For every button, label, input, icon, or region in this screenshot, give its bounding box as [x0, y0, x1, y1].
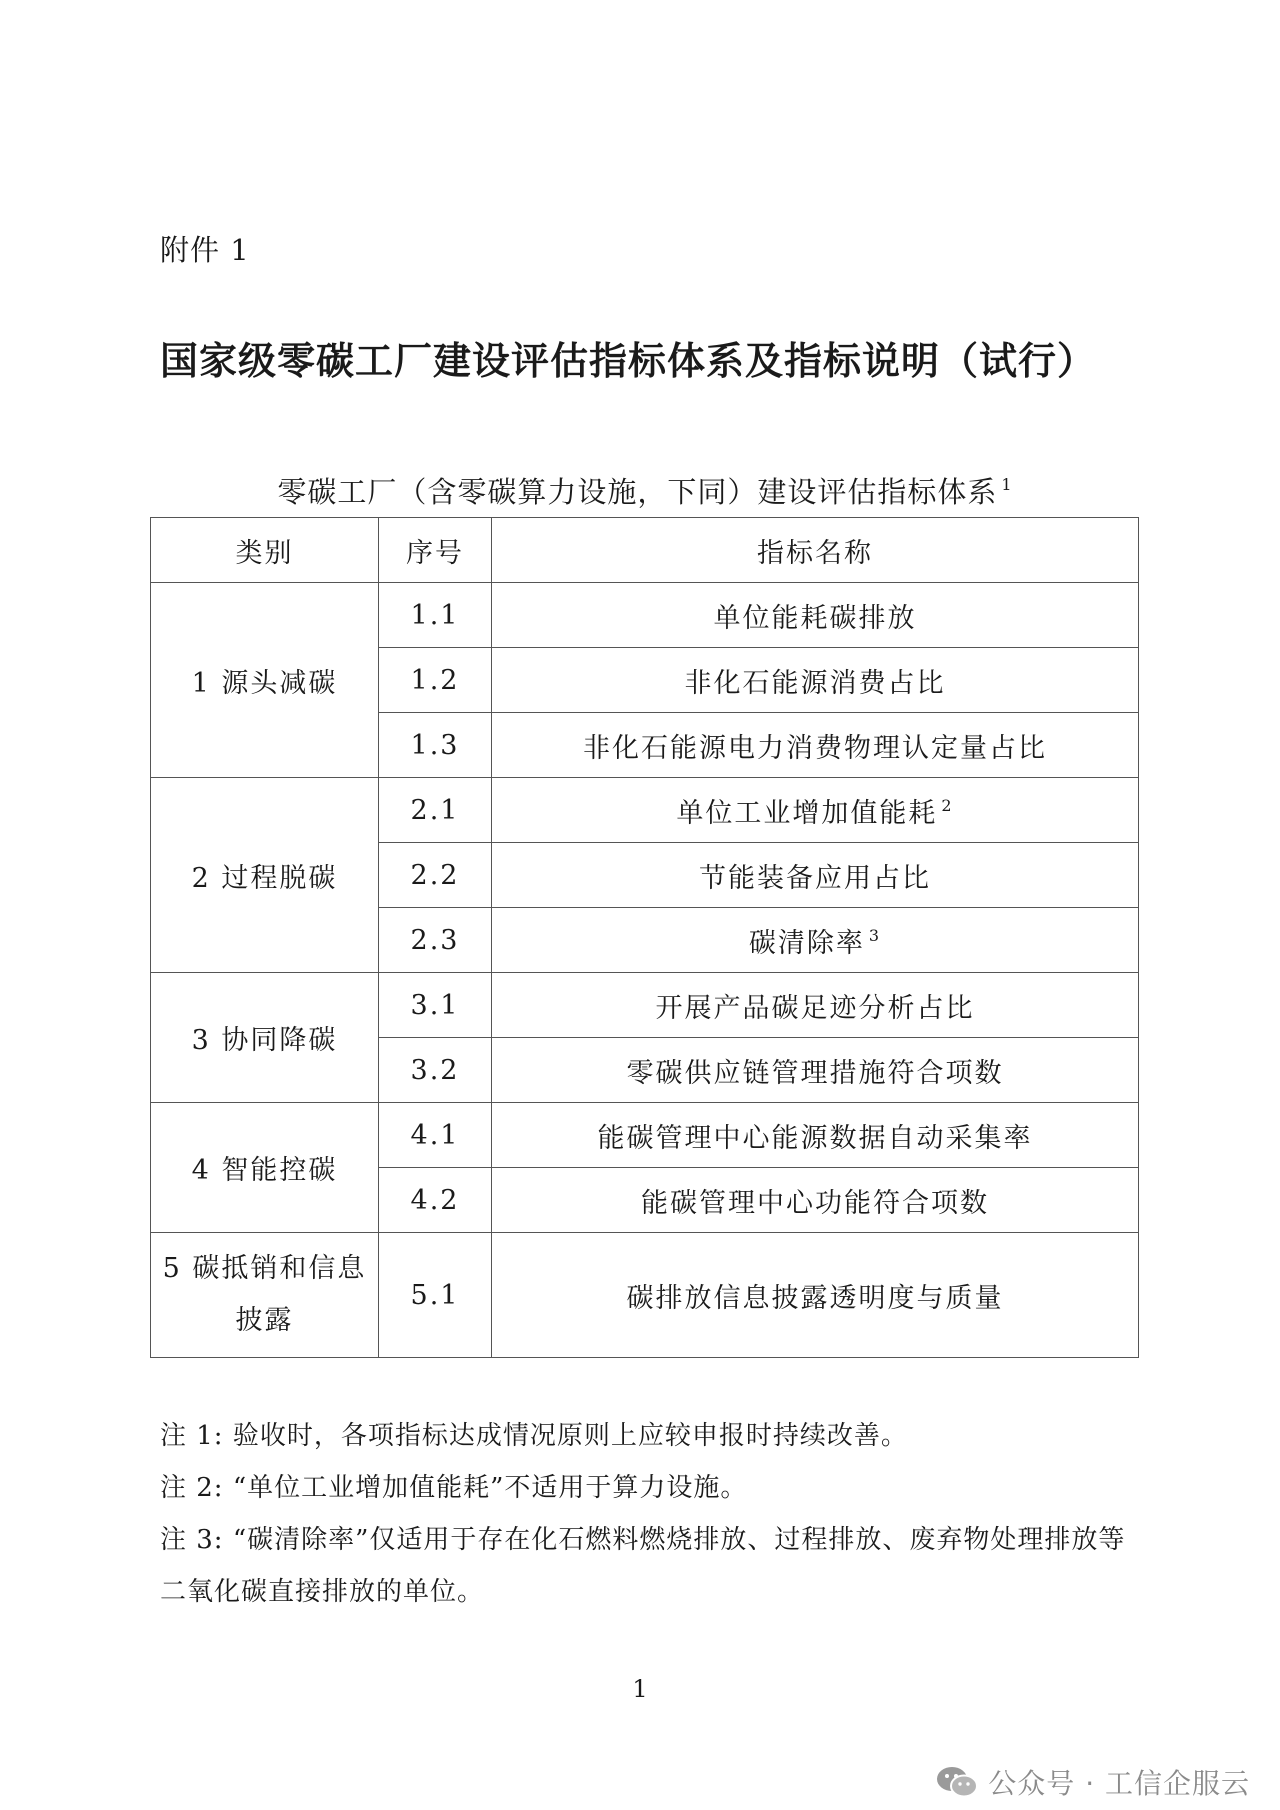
note-2: 注 2: “单位工业增加值能耗”不适用于算力设施。	[160, 1473, 748, 1503]
indicator-name-cell	[492, 1038, 1139, 1103]
table-row	[151, 1103, 1139, 1168]
indicator-name-cell	[492, 908, 1139, 973]
indicator-number: 1.1	[379, 583, 492, 648]
indicator-name-cell	[492, 973, 1139, 1038]
indicator-name: 非化石能源电力消费物理认定量占比	[583, 732, 1047, 764]
indicator-name-cell	[492, 648, 1139, 713]
footnote-ref: 3	[868, 925, 882, 945]
note-1: 注 1: 验收时，各项指标达成情况原则上应较申报时持续改善。	[160, 1421, 908, 1451]
table-title-footnote-ref: 1	[1001, 475, 1013, 494]
indicator-name: 非化石能源消费占比	[684, 667, 946, 699]
indicator-name-cell	[492, 778, 1139, 843]
indicator-number: 5.1	[379, 1233, 492, 1358]
table-title-text: 零碳工厂（含零碳算力设施，下同）建设评估指标体系	[277, 475, 998, 509]
indicator-name: 零碳供应链管理措施符合项数	[626, 1057, 1004, 1089]
indicator-number: 1.2	[379, 648, 492, 713]
indicator-number: 3.1	[379, 973, 492, 1038]
indicator-name: 能碳管理中心能源数据自动采集率	[597, 1122, 1033, 1154]
category-cell: 4 智能控碳	[151, 1103, 379, 1233]
indicator-name: 碳排放信息披露透明度与质量	[626, 1282, 1004, 1314]
table-title	[150, 470, 1140, 511]
watermark	[936, 1762, 1250, 1802]
indicator-name-cell	[492, 713, 1139, 778]
indicator-number: 4.1	[379, 1103, 492, 1168]
indicator-number: 3.2	[379, 1038, 492, 1103]
indicator-number: 2.3	[379, 908, 492, 973]
table-row	[151, 583, 1139, 648]
indicator-name-cell	[492, 1168, 1139, 1233]
indicator-name: 节能装备应用占比	[699, 862, 931, 894]
indicator-name: 能碳管理中心功能符合项数	[641, 1187, 989, 1219]
indicator-name: 单位工业增加值能耗	[676, 797, 938, 829]
category-cell: 5 碳抵销和信息披露	[151, 1233, 379, 1358]
indicator-name: 单位能耗碳排放	[713, 602, 917, 634]
category-cell: 2 过程脱碳	[151, 778, 379, 973]
category-cell: 3 协同降碳	[151, 973, 379, 1103]
indicator-name-cell	[492, 1103, 1139, 1168]
indicator-number: 1.3	[379, 713, 492, 778]
attachment-label: 附件 1	[160, 233, 250, 267]
indicator-number: 2.1	[379, 778, 492, 843]
table-row	[151, 778, 1139, 843]
header-number: 序号	[379, 518, 492, 583]
header-indicator-name: 指标名称	[492, 518, 1139, 583]
indicator-name-cell	[492, 1233, 1139, 1358]
indicator-number: 2.2	[379, 843, 492, 908]
table-header-row	[151, 518, 1139, 583]
indicator-number: 4.2	[379, 1168, 492, 1233]
table-row	[151, 973, 1139, 1038]
watermark-text: 公众号 · 工信企服云	[988, 1767, 1250, 1800]
header-category: 类别	[151, 518, 379, 583]
category-cell: 1 源头减碳	[151, 583, 379, 778]
note-3: 注 3: “碳清除率”仅适用于存在化石燃料燃烧排放、过程排放、废弃物处理排放等二氧化碳直接排放的单位。	[160, 1525, 1126, 1607]
footnote-ref: 2	[941, 795, 954, 815]
indicator-name: 开展产品碳足迹分析占比	[655, 992, 975, 1024]
table-row	[151, 1233, 1139, 1358]
document-title: 国家级零碳工厂建设评估指标体系及指标说明（试行）	[160, 339, 1097, 383]
indicator-name: 碳清除率	[748, 927, 865, 959]
indicator-table	[150, 517, 1139, 1358]
wechat-icon	[936, 1765, 978, 1799]
notes-section	[160, 1410, 1130, 1618]
indicator-name-cell	[492, 843, 1139, 908]
page-number: 1	[632, 1675, 648, 1703]
indicator-name-cell	[492, 583, 1139, 648]
